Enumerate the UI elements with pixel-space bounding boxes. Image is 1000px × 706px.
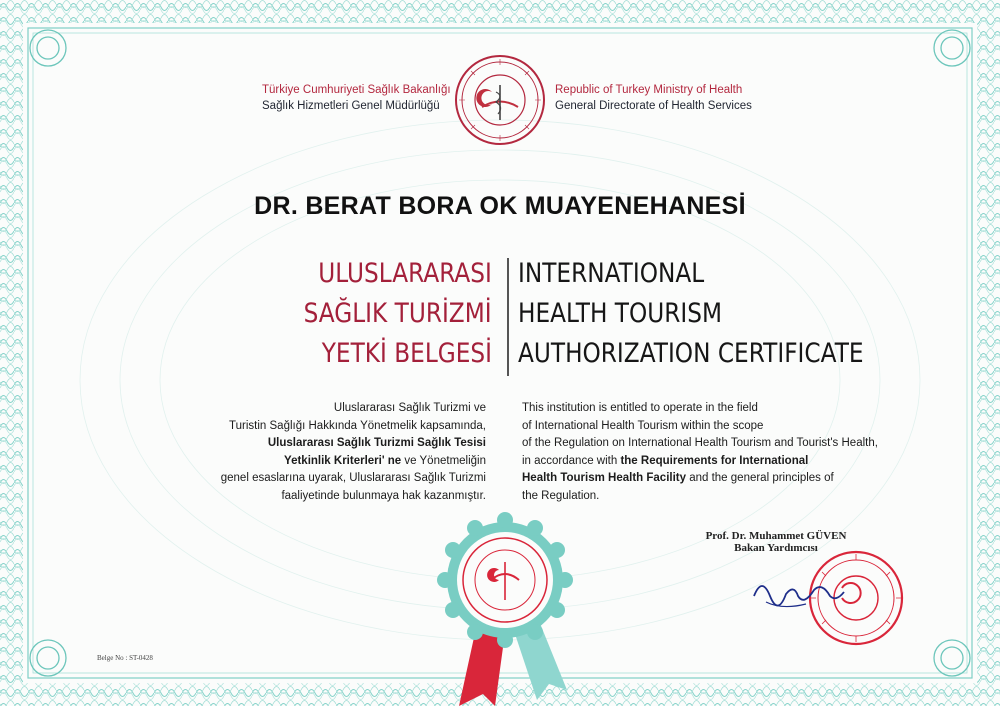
header-en-ministry: Republic of Turkey Ministry of Health — [555, 84, 743, 96]
ministry-of-health-emblem-icon — [452, 52, 548, 148]
title-en-line2: HEALTH TOURISM — [518, 298, 722, 329]
title-divider — [507, 258, 509, 376]
body-text-en — [522, 400, 962, 505]
title-en-line1: INTERNATIONAL — [518, 258, 705, 289]
signature-icon — [748, 566, 848, 618]
body-tr-text: ve Yönetmeliğin — [401, 454, 486, 467]
header-en-directorate: General Directorate of Health Services — [555, 100, 752, 112]
body-en-line: of International Health Tourism within the scope — [522, 419, 764, 432]
title-en-line3: AUTHORIZATION CERTIFICATE — [518, 338, 864, 369]
title-tr-line1: ULUSLARARASI — [318, 258, 492, 289]
header-tr — [262, 82, 451, 114]
body-en-text: and the general principles of — [686, 472, 834, 484]
header-tr-ministry: Türkiye Cumhuriyeti Sağlık Bakanlığı — [262, 84, 451, 96]
body-en-bold: Health Tourism Health Facility — [522, 472, 687, 484]
facility-name: DR. BERAT BORA OK MUAYENEHANESİ — [254, 192, 746, 220]
body-tr-line: Uluslararası Sağlık Turizmi ve — [333, 402, 486, 414]
body-en-line: the Regulation. — [522, 489, 600, 502]
body-en-text: in accordance with — [522, 454, 621, 467]
title-tr-line3: YETKİ BELGESİ — [321, 338, 492, 369]
body-en-line: of the Regulation on International Health Tourism and Tourist's Health, — [522, 437, 878, 449]
body-en-bold: the Requirements for International — [620, 454, 809, 467]
body-tr-line: faaliyetinde bulunmaya hak kazanmıştır. — [281, 489, 486, 502]
header-en — [555, 82, 752, 114]
signatory-name: Prof. Dr. Muhammet GÜVEN — [705, 530, 847, 542]
body-tr-line: Turistin Sağlığı Hakkında Yönetmelik kapsamında, — [229, 419, 486, 432]
title-tr-line2: SAĞLIK TURİZMİ — [304, 298, 492, 329]
signatory-title: Bakan Yardımcısı — [734, 542, 818, 554]
header-tr-directorate: Sağlık Hizmetleri Genel Müdürlüğü — [262, 100, 440, 112]
body-text-tr — [126, 400, 486, 505]
body-tr-bold: Uluslararası Sağlık Turizmi Sağlık Tesisi — [267, 437, 486, 449]
body-en-line: This institution is entitled to operate in the field — [522, 402, 758, 414]
body-tr-bold: Yetkinlik Kriterleri' ne — [284, 454, 402, 467]
document-number: Belge No : ST-0428 — [97, 654, 153, 662]
rosette-seal-icon — [425, 510, 585, 706]
body-tr-line: genel esaslarına uyarak, Uluslararası Sağlık Turizmi — [220, 472, 486, 484]
